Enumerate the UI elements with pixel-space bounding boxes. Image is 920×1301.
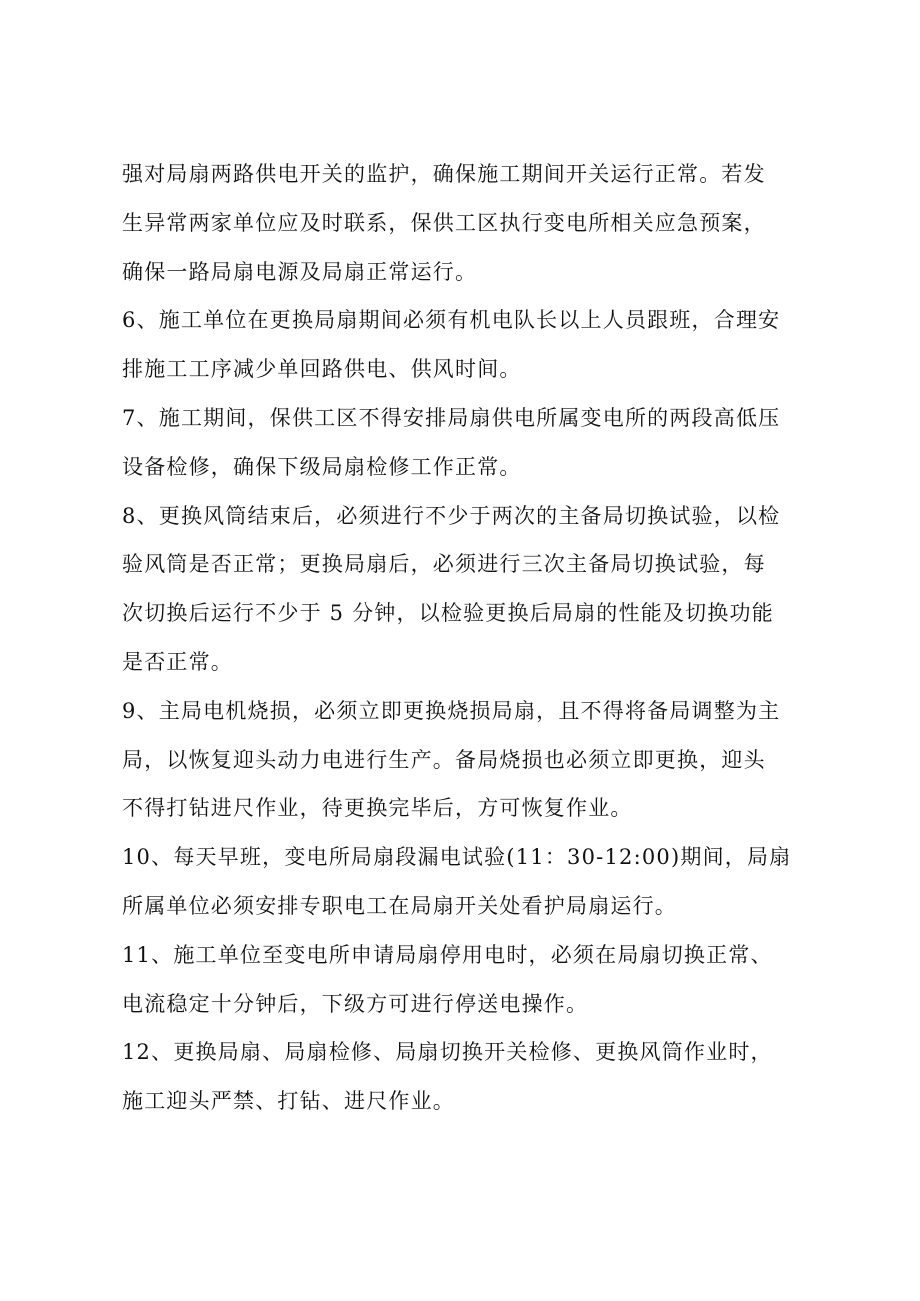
text-line: 设备检修，确保下级局扇检修工作正常。	[122, 454, 522, 479]
text-line: 6、施工单位在更换局扇期间必须有机电队长以上人员跟班，合理安	[122, 308, 781, 333]
text-line: 是否正常。	[122, 649, 233, 674]
text-line: 11、施工单位至变电所申请局扇停用电时，必须在局扇切换正常、	[122, 942, 773, 967]
text-line: 7、施工期间，保供工区不得安排局扇供电所属变电所的两段高低压	[122, 405, 781, 430]
text-line: 强对局扇两路供电开关的监护，确保施工期间开关运行正常。若发	[122, 162, 766, 186]
text-line: 12、更换局扇、局扇检修、局扇切换开关检修、更换风筒作业时，	[122, 1040, 773, 1065]
text-line: 施工迎头严禁、打钻、进尺作业。	[122, 1089, 455, 1114]
text-line: 8、更换风筒结束后，必须进行不少于两次的主备局切换试验，以检	[122, 503, 781, 528]
text-line: 不得打钻进尺作业，待更换完毕后，方可恢复作业。	[122, 796, 633, 821]
text-line: 次切换后运行不少于 5 分钟，以检验更换后局扇的性能及切换功能	[122, 601, 774, 626]
text-line: 验风筒是否正常；更换局扇后，必须进行三次主备局切换试验，每	[122, 552, 766, 577]
text-line: 10、每天早班，变电所局扇段漏电试验(11：30-12:00)期间，局扇	[122, 845, 792, 870]
text-line: 排施工工序减少单回路供电、供风时间。	[122, 357, 522, 382]
text-line: 所属单位必须安排专职电工在局扇开关处看护局扇运行。	[122, 893, 677, 918]
text-line: 生异常两家单位应及时联系，保供工区执行变电所相关应急预案，	[122, 210, 766, 235]
text-line: 确保一路局扇电源及局扇正常运行。	[122, 259, 478, 284]
text-line: 9、主局电机烧损，必须立即更换烧损局扇，且不得将备局调整为主	[122, 698, 781, 723]
text-line: 电流稳定十分钟后，下级方可进行停送电操作。	[122, 991, 589, 1016]
text-line: 局，以恢复迎头动力电进行生产。备局烧损也必须立即更换，迎头	[122, 747, 766, 772]
document-body	[122, 150, 802, 1126]
